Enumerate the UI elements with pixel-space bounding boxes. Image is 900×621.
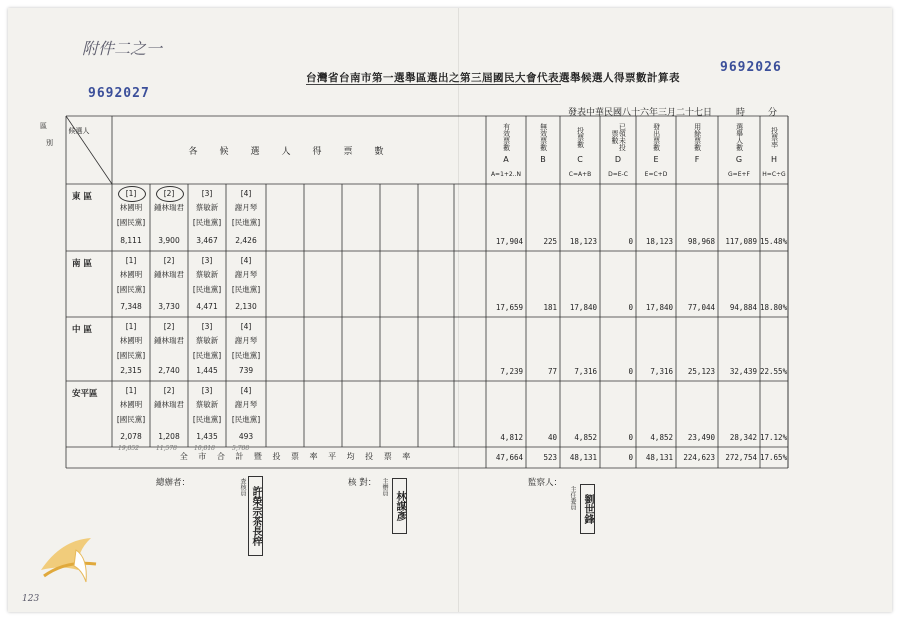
candidate-name: 鍾林瑞君: [154, 336, 184, 345]
summary-value-e: 7,316: [650, 367, 673, 376]
hand-circle-mark: [118, 186, 146, 202]
fold-line: [458, 8, 459, 612]
candidate-votes: 2,315: [120, 366, 142, 375]
summary-header-code: B: [540, 155, 546, 164]
corner-header-district: 區: [40, 122, 47, 130]
seal-1: 許榮宗茶長梓: [248, 476, 263, 556]
candidate-party: [民進黨]: [192, 415, 222, 424]
district-name: 中 區: [72, 325, 92, 335]
total-value-e: 48,131: [645, 453, 673, 462]
summary-value-h: 17.12%: [760, 433, 788, 442]
candidate-number: [1]: [125, 386, 137, 395]
summary-value-g: 117,089: [725, 237, 757, 246]
candidate-votes: 4,471: [196, 302, 218, 311]
summary-header-formula: C=A+B: [568, 171, 592, 179]
seal-3: 劉世鋒: [580, 484, 595, 534]
candidate-votes: 739: [238, 366, 254, 375]
minute-label: 分: [768, 108, 778, 118]
summary-header-code: H: [770, 155, 777, 164]
candidate-votes: 1,435: [196, 432, 218, 441]
summary-value-c: 17,840: [569, 303, 597, 312]
candidate-votes: 493: [238, 432, 254, 441]
candidate-number: [1]: [125, 189, 137, 198]
candidate-party: [民進黨]: [231, 351, 261, 360]
candidate-votes: 3,467: [196, 236, 218, 245]
summary-value-c: 4,852: [574, 433, 597, 442]
candidate-number: [3]: [201, 189, 213, 198]
candidate-name: 謝月琴: [234, 336, 258, 345]
summary-value-a: 17,904: [495, 237, 523, 246]
candidate-number: [2]: [163, 256, 175, 265]
candidate-party: [民進黨]: [192, 285, 222, 294]
candidate-number: [4]: [240, 256, 252, 265]
seal-title-3: 主任委員: [569, 486, 576, 510]
summary-value-e: 17,840: [645, 303, 673, 312]
total-value-b: 523: [543, 453, 557, 462]
seal-2: 林謀彥: [392, 478, 407, 534]
candidate-party: [民進黨]: [231, 285, 261, 294]
candidate-votes: 2,130: [235, 302, 257, 311]
summary-value-d: 0: [628, 237, 633, 246]
summary-header-b: [527, 120, 559, 172]
date-line: 發表中華民國八十六年三月二十七日: [568, 108, 713, 118]
summary-header-code: A: [503, 155, 509, 164]
summary-value-f: 98,968: [687, 237, 715, 246]
candidate-name: 謝月琴: [234, 400, 258, 409]
candidate-votes: 8,111: [120, 236, 142, 245]
summary-header-name: 發出票數: [652, 123, 661, 151]
candidate-party: [國民黨]: [116, 351, 146, 360]
total-value-c: 48,131: [569, 453, 597, 462]
summary-header-name: 用餘票數: [693, 123, 702, 151]
candidate-votes: 2,426: [235, 236, 257, 245]
candidate-votes: 1,445: [196, 366, 218, 375]
summary-value-e: 18,123: [645, 237, 673, 246]
summary-value-g: 94,884: [729, 303, 757, 312]
candidate-votes: 3,900: [158, 236, 180, 245]
candidate-name: 蔡敏新: [195, 203, 219, 212]
summary-header-formula: E=C+D: [644, 171, 668, 179]
candidate-number: [1]: [125, 256, 137, 265]
candidates-header: 各候選人得票數: [188, 147, 406, 157]
seal-title-2: 主辦員: [381, 478, 388, 496]
summary-header-code: G: [735, 155, 743, 164]
summary-header-a: [487, 120, 525, 179]
candidate-name: 林國明: [119, 270, 143, 279]
candidate-number: [3]: [201, 256, 213, 265]
summary-value-a: 4,812: [500, 433, 523, 442]
summary-header-formula: H=C÷G: [762, 171, 786, 179]
summary-header-name: 選舉人數: [735, 123, 744, 151]
total-value-a: 47,664: [495, 453, 523, 462]
summary-value-a: 7,239: [500, 367, 523, 376]
archive-logo-icon: [36, 530, 106, 592]
candidate-name: 謝月琴: [234, 270, 258, 279]
corner-header-bie: 別: [46, 139, 53, 147]
candidate-party: [國民黨]: [116, 285, 146, 294]
total-value-g: 272,754: [725, 453, 757, 462]
summary-header-code: D: [614, 155, 622, 164]
candidate-number: [2]: [163, 189, 175, 198]
page-mark: 123: [22, 594, 40, 604]
document-title: 台灣省台南市第一選舉區選出之第三屆國民大會代表選舉候選人得票數計算表: [306, 72, 680, 84]
candidate-number: [3]: [201, 386, 213, 395]
candidate-party: [民進黨]: [231, 218, 261, 227]
time-label: 時: [736, 108, 746, 118]
candidate-number: [4]: [240, 322, 252, 331]
summary-value-d: 0: [628, 367, 633, 376]
district-name: 安平區: [72, 389, 98, 399]
document-sheet: [8, 8, 892, 612]
summary-header-code: C: [577, 155, 583, 164]
candidate-name: 蔡敏新: [195, 400, 219, 409]
candidate-name: 蔡敏新: [195, 270, 219, 279]
summary-value-f: 23,490: [687, 433, 715, 442]
summary-header-formula: G=E+F: [728, 171, 750, 179]
summary-value-b: 181: [543, 303, 557, 312]
summary-header-code: F: [694, 155, 700, 164]
summary-value-d: 0: [628, 303, 633, 312]
summary-value-h: 22.55%: [760, 367, 788, 376]
candidate-votes: 1,208: [158, 432, 180, 441]
candidate-name: 林國明: [119, 336, 143, 345]
summary-header-e: [637, 120, 675, 179]
candidate-party: [民進黨]: [231, 415, 261, 424]
handwritten-total: 5,788: [232, 445, 250, 452]
summary-value-c: 7,316: [574, 367, 597, 376]
supervisor-label: 監察人：: [528, 478, 563, 488]
candidate-name: 林國明: [119, 203, 143, 212]
candidate-name: 謝月琴: [234, 203, 258, 212]
summary-value-h: 15.48%: [760, 237, 788, 246]
candidate-votes: 3,730: [158, 302, 180, 311]
doc-number-left: 9692027: [88, 86, 150, 101]
summary-header-name: 無效票數: [539, 123, 548, 151]
summary-header-formula: D=E-C: [608, 171, 628, 179]
total-value-d: 0: [628, 453, 633, 462]
summary-header-g: [719, 120, 759, 179]
candidate-name: 蔡敏新: [195, 336, 219, 345]
candidate-number: [2]: [163, 386, 175, 395]
candidate-name: 鍾林瑞君: [154, 203, 184, 212]
summary-value-h: 18.80%: [760, 303, 788, 312]
summary-value-f: 25,123: [687, 367, 715, 376]
summary-header-name: 投票數: [576, 126, 585, 148]
candidate-party: [民進黨]: [192, 351, 222, 360]
handwritten-total: 19,852: [118, 445, 139, 452]
candidate-votes: 7,348: [120, 302, 142, 311]
seal-title-1: 查核員: [239, 478, 246, 496]
summary-value-e: 4,852: [650, 433, 673, 442]
candidate-number: [3]: [201, 322, 213, 331]
corner-header-candidate: 候選人: [68, 127, 90, 135]
total-value-h: 17.65%: [760, 453, 788, 462]
candidate-name: 林國明: [119, 400, 143, 409]
candidate-number: [2]: [163, 322, 175, 331]
doc-number-right: 9692026: [720, 60, 782, 75]
summary-header-f: [677, 120, 717, 172]
summary-header-c: [561, 120, 599, 179]
summary-value-d: 0: [628, 433, 633, 442]
summary-header-code: E: [653, 155, 659, 164]
candidate-name: 鍾林瑞君: [154, 270, 184, 279]
candidate-name: 鍾林瑞君: [154, 400, 184, 409]
total-row-label: 全 市 合 計 暨 投 票 率 平 均 投 票 率: [179, 452, 415, 461]
summary-value-g: 32,439: [729, 367, 757, 376]
checked-label: 核 對：: [348, 478, 377, 488]
candidate-votes: 2,078: [120, 432, 142, 441]
handwritten-total: 11,578: [156, 445, 177, 452]
candidate-party: [國民黨]: [116, 218, 146, 227]
total-value-f: 224,623: [683, 453, 715, 462]
summary-header-formula: A=1+2..N: [490, 171, 522, 179]
district-name: 東 區: [72, 192, 92, 202]
summary-header-d: [601, 120, 635, 179]
handwritten-total: 10,818: [194, 445, 215, 452]
summary-value-f: 77,044: [687, 303, 715, 312]
candidate-party: [國民黨]: [116, 415, 146, 424]
candidate-party: [民進黨]: [192, 218, 222, 227]
district-name: 南 區: [72, 259, 92, 269]
summary-header-h: [761, 120, 787, 179]
summary-value-b: 225: [543, 237, 557, 246]
title-underline: [306, 84, 561, 85]
summary-header-name: 有效票數: [502, 123, 511, 151]
candidate-votes: 2,740: [158, 366, 180, 375]
summary-value-c: 18,123: [569, 237, 597, 246]
hand-circle-mark: [156, 186, 184, 202]
candidate-number: [1]: [125, 322, 137, 331]
summary-value-b: 40: [547, 433, 557, 442]
summary-value-b: 77: [547, 367, 557, 376]
prepared-label: 總辦者：: [156, 478, 191, 488]
candidate-number: [4]: [240, 189, 252, 198]
summary-header-name: 已領未投票數: [611, 123, 627, 151]
annotation-handwritten: 附件二之一: [82, 39, 163, 58]
summary-header-name: 投票率: [770, 126, 779, 148]
summary-value-g: 28,342: [729, 433, 757, 442]
summary-value-a: 17,659: [495, 303, 523, 312]
candidate-number: [4]: [240, 386, 252, 395]
